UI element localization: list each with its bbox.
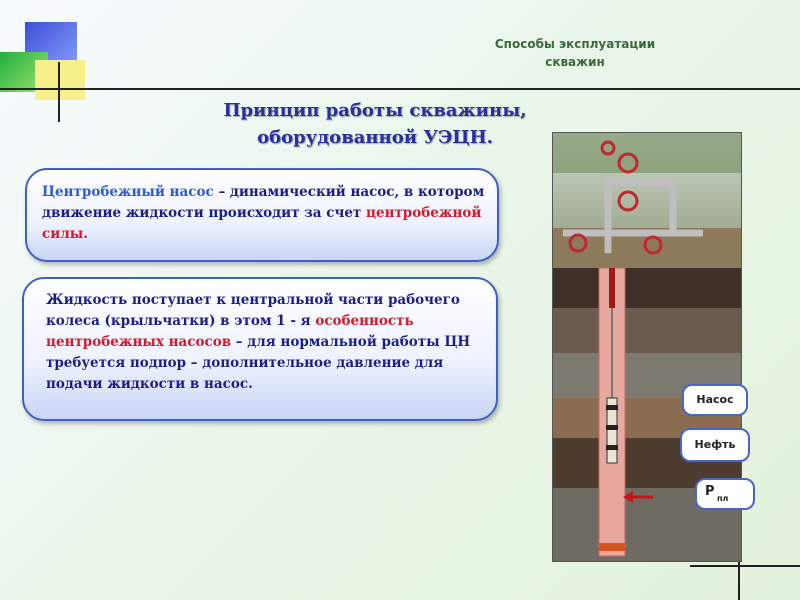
slide-subtitle (470, 35, 680, 71)
decor-line-vertical (58, 62, 60, 122)
feature-text (46, 290, 476, 395)
feature-body-1: Жидкость поступает к центральной части рабочего колеса (крыльчатки) в этом 1 - я (46, 292, 460, 329)
callout-pressure-symbol: Р (705, 484, 715, 499)
term-centrifugal-pump: Центробежный насос (42, 184, 214, 200)
well-bottom (599, 543, 625, 551)
term-centrifugal-force: центробежной силы. (42, 205, 482, 242)
slide-title (175, 97, 575, 151)
callout-oil-label: Нефть (694, 438, 736, 451)
decor-line-horizontal-bottom (690, 565, 800, 567)
pump-unit (606, 398, 618, 463)
title-line-1: Принцип работы скважины, (223, 100, 527, 121)
term-pump-feature: особенность центробежных насосов (46, 313, 414, 350)
definition-text (42, 182, 487, 245)
feature-body-2: – для нормальной работы ЦН требуется подпор – дополнительное давление для подачи жидкости в насос. (46, 334, 471, 392)
feature-box (22, 277, 498, 421)
stratum-1 (553, 268, 741, 308)
callout-pump-label: Насос (696, 393, 734, 406)
callout-pressure (695, 478, 755, 510)
definition-box (25, 168, 499, 262)
decor-line-horizontal (0, 88, 800, 90)
title-line-2: оборудованной УЭЦН. (257, 127, 493, 148)
stratum-2 (553, 308, 741, 353)
callout-pump (682, 384, 748, 416)
definition-body: – динамический насос, в котором движение жидкости происходит за счет (42, 184, 485, 221)
callout-oil (680, 428, 750, 462)
callout-pressure-subscript: пл (717, 494, 729, 503)
tubing-top (609, 268, 615, 308)
subtitle-line-1: Способы эксплуатации (494, 37, 656, 51)
decor-square-yellow (35, 60, 85, 100)
trees (553, 133, 741, 173)
subtitle-line-2: скважин (545, 55, 605, 69)
